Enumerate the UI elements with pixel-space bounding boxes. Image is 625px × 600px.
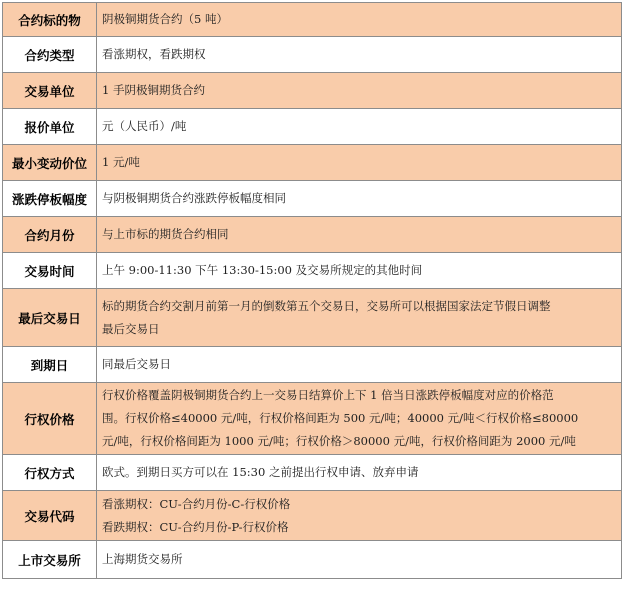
table-row: [3, 145, 622, 181]
table-row: [3, 347, 622, 383]
row-value: [97, 37, 622, 73]
table-row: [3, 217, 622, 253]
table-row: [3, 253, 622, 289]
row-value-line: 1 元/吨: [102, 155, 140, 169]
table-row: [3, 491, 622, 541]
table-row: [3, 181, 622, 217]
row-value-line: 最后交易日: [102, 321, 160, 336]
row-value-line: 围。行权价格≤40000 元/吨，行权价格间距为 500 元/吨；40000 元/吨＜行权价格≤80000: [102, 411, 579, 425]
row-value: [97, 145, 622, 181]
table-row: [3, 37, 622, 73]
row-value-line: 欧式。到期日买方可以在 15:30 之前提出行权申请、放弃申请: [102, 465, 419, 479]
table-row: [3, 73, 622, 109]
row-value-line: 同最后交易日: [102, 357, 171, 371]
row-value-line: 元（人民币）/吨: [102, 119, 187, 133]
row-value-line: 上午 9:00-11:30 下午 13:30-15:00 及交易所规定的其他时间: [102, 263, 423, 277]
table-row: [3, 3, 622, 37]
row-value-line: 行权价格覆盖阴极铜期货合约上一交易日结算价上下 1 倍当日涨跌停板幅度对应的价格范: [102, 388, 554, 402]
table-row: [3, 109, 622, 145]
row-value-line: 看涨期权，看跌期权: [102, 47, 206, 61]
row-value-line: 阴极铜期货合约（5 吨）: [102, 12, 228, 26]
row-value-line: 与上市标的期货合约相同: [102, 227, 229, 241]
table-row: [3, 455, 622, 491]
row-label: 最小变动价位: [3, 145, 97, 181]
row-value-line: 元/吨，行权价格间距为 1000 元/吨；行权价格＞80000 元/吨，行权价格间距为 2000 元/吨: [102, 434, 576, 448]
row-value: [97, 491, 622, 541]
row-value: [97, 541, 622, 579]
row-label: 合约类型: [3, 37, 97, 73]
row-label: 最后交易日: [3, 289, 97, 347]
row-value: [97, 181, 622, 217]
row-value: [97, 289, 622, 347]
contract-spec-table: [2, 2, 622, 579]
row-value-line: 看跌期权：CU-合约月份-P-行权价格: [102, 519, 289, 534]
table-row: [3, 289, 622, 347]
row-label: 合约月份: [3, 217, 97, 253]
row-value-line: 1 手阴极铜期货合约: [102, 83, 205, 97]
row-value: [97, 455, 622, 491]
row-value: [97, 383, 622, 455]
row-label: 交易单位: [3, 73, 97, 109]
row-value: [97, 217, 622, 253]
row-label: 行权方式: [3, 455, 97, 491]
row-label: 上市交易所: [3, 541, 97, 579]
row-label: 行权价格: [3, 383, 97, 455]
row-value: [97, 3, 622, 37]
contract-spec-body: [3, 3, 622, 579]
row-value-line: 标的期货合约交割月前第一月的倒数第五个交易日，交易所可以根据国家法定节假日调整: [102, 298, 551, 313]
row-value: [97, 347, 622, 383]
table-row: [3, 541, 622, 579]
row-value: [97, 253, 622, 289]
row-label: 报价单位: [3, 109, 97, 145]
row-value: [97, 73, 622, 109]
row-value: [97, 109, 622, 145]
row-label: 交易代码: [3, 491, 97, 541]
row-label: 交易时间: [3, 253, 97, 289]
row-value-line: 与阴极铜期货合约涨跌停板幅度相同: [102, 191, 286, 205]
row-label: 到期日: [3, 347, 97, 383]
row-label: 涨跌停板幅度: [3, 181, 97, 217]
row-value-line: 看涨期权：CU-合约月份-C-行权价格: [102, 496, 291, 511]
row-label: 合约标的物: [3, 3, 97, 37]
table-row: [3, 383, 622, 455]
row-value-line: 上海期货交易所: [102, 552, 183, 566]
